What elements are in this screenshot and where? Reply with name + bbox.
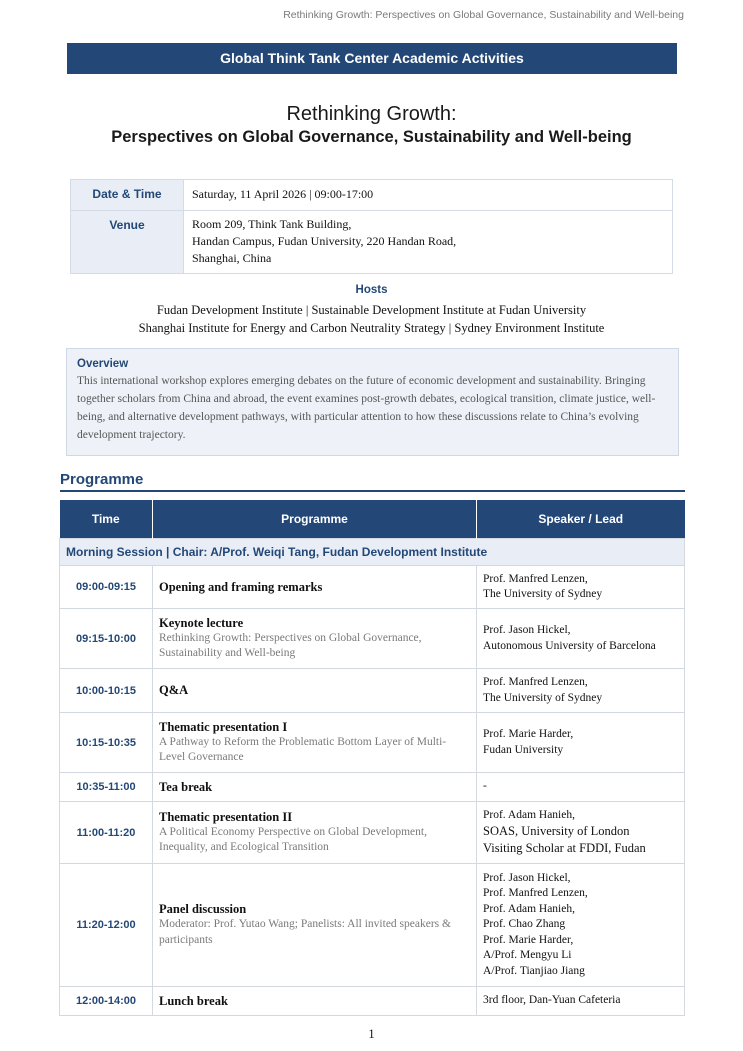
date-row (71, 180, 673, 211)
row-programme (153, 669, 477, 713)
session-row (60, 539, 685, 566)
row-programme (153, 713, 477, 773)
banner: Global Think Tank Center Academic Activities (67, 43, 677, 74)
speaker-line: Fudan University (483, 743, 564, 756)
speaker-line: Prof. Jason Hickel, (483, 624, 571, 636)
speaker-line: Autonomous University of Barcelona (483, 639, 656, 652)
row-speaker (477, 609, 685, 669)
row-title: Panel discussion (159, 902, 247, 916)
speaker-line: Prof. Marie Harder, (483, 728, 574, 740)
row-title: Tea break (159, 779, 213, 794)
row-speaker (477, 669, 685, 713)
running-header: Rethinking Growth: Perspectives on Global Governance, Sustainability and Well-being (283, 9, 684, 21)
overview-box (66, 348, 679, 456)
programme-table (59, 500, 685, 1016)
programme-header-row (60, 500, 685, 539)
page-number: 1 (368, 1027, 375, 1041)
hosts-line-2: Shanghai Institute for Energy and Carbon Neutrality Strategy | Sydney Environment Institute (138, 321, 605, 335)
row-time: 11:20-12:00 (60, 864, 153, 987)
row-title: Keynote lecture (159, 615, 244, 630)
event-info-table (70, 179, 673, 274)
speaker-line: Prof. Jason Hickel, (483, 871, 571, 884)
table-row (60, 802, 685, 864)
venue-line: Handan Campus, Fudan University, 220 Handan Road, (192, 234, 457, 248)
table-row (60, 669, 685, 713)
row-speaker (477, 864, 685, 987)
row-speaker (477, 713, 685, 773)
venue-value (184, 211, 673, 274)
row-time: 09:00-09:15 (60, 566, 153, 609)
speaker-line: 3rd floor, Dan-Yuan Cafeteria (483, 994, 621, 1007)
speaker-line: Prof. Adam Hanieh, (483, 902, 575, 915)
row-programme (153, 609, 477, 669)
row-programme (153, 987, 477, 1016)
row-title: Lunch break (159, 993, 228, 1008)
date-label: Date & Time (71, 180, 184, 211)
column-header-speaker: Speaker / Lead (477, 500, 685, 539)
column-header-time: Time (60, 500, 153, 539)
venue-line: Room 209, Think Tank Building, (192, 217, 352, 231)
row-programme (153, 864, 477, 987)
speaker-line: SOAS, University of London (483, 824, 630, 839)
row-speaker (477, 987, 685, 1016)
overview-title: Overview (77, 358, 129, 370)
hosts-line-1: Fudan Development Institute | Sustainable Development Institute at Fudan University (156, 303, 587, 317)
table-row (60, 864, 685, 987)
row-programme (153, 802, 477, 864)
venue-line: Shanghai, China (192, 251, 272, 265)
speaker-line: A/Prof. Mengyu Li (483, 949, 572, 962)
row-time: 12:00-14:00 (60, 987, 153, 1016)
speaker-line: Prof. Marie Harder, (483, 933, 574, 946)
hosts-title: Hosts (355, 284, 388, 296)
overview-body: This international workshop explores emerging debates on the future of economic development and sustainability. Bringing together scholars from China and abroad, the event examines post-growth debates, ecological transition, climate justice, well-being, and alternative development pathways, with particular attention to how these discussions relate to China’s evolving development trajectory. (77, 375, 656, 441)
row-time: 10:00-10:15 (60, 669, 153, 713)
speaker-line: Prof. Manfred Lenzen, (483, 887, 588, 900)
table-row (60, 713, 685, 773)
row-programme (153, 566, 477, 609)
row-title: Opening and framing remarks (159, 579, 323, 594)
speaker-line: Prof. Chao Zhang (483, 918, 566, 931)
table-row (60, 987, 685, 1016)
row-description: A Political Economy Perspective on Global Development, Inequality, and Ecological Transition (159, 825, 427, 853)
row-time: 11:00-11:20 (60, 802, 153, 864)
programme-heading: Programme (60, 471, 685, 492)
row-title: Q&A (159, 683, 189, 697)
session-label: Morning Session | Chair: A/Prof. Weiqi Tang, Fudan Development Institute (60, 539, 685, 566)
row-title: Thematic presentation I (159, 719, 288, 734)
row-description: A Pathway to Reform the Problematic Bottom Layer of Multi-Level Governance (159, 735, 447, 763)
row-time: 09:15-10:00 (60, 609, 153, 669)
speaker-line: A/Prof. Tianjiao Jiang (483, 964, 585, 977)
column-header-programme: Programme (153, 500, 477, 539)
page-title: Rethinking Growth: (286, 103, 457, 125)
row-programme (153, 773, 477, 802)
row-description: Rethinking Growth: Perspectives on Global Governance, Sustainability and Well-being (159, 631, 422, 659)
row-speaker (477, 773, 685, 802)
date-value: Saturday, 11 April 2026 | 09:00-17:00 (184, 180, 673, 211)
row-time: 10:15-10:35 (60, 713, 153, 773)
speaker-line: The University of Sydney (483, 691, 603, 704)
speaker-line: Visiting Scholar at FDDI, Fudan (483, 841, 646, 856)
speaker-line: Prof. Adam Hanieh, (483, 808, 575, 821)
row-speaker (477, 802, 685, 864)
speaker-line: The University of Sydney (483, 588, 603, 600)
venue-label: Venue (71, 211, 184, 274)
page-subtitle: Perspectives on Global Governance, Sustainability and Well-being (111, 128, 632, 146)
table-row (60, 566, 685, 609)
row-speaker (477, 566, 685, 609)
table-row (60, 773, 685, 802)
row-description: Moderator: Prof. Yutao Wang; Panelists: All invited speakers & participants (159, 918, 451, 946)
speaker-line: - (483, 780, 487, 793)
speaker-line: Prof. Manfred Lenzen, (483, 572, 588, 585)
speaker-line: Prof. Manfred Lenzen, (483, 676, 588, 688)
table-row (60, 609, 685, 669)
row-time: 10:35-11:00 (60, 773, 153, 802)
venue-row (71, 211, 673, 274)
row-title: Thematic presentation II (159, 809, 293, 824)
